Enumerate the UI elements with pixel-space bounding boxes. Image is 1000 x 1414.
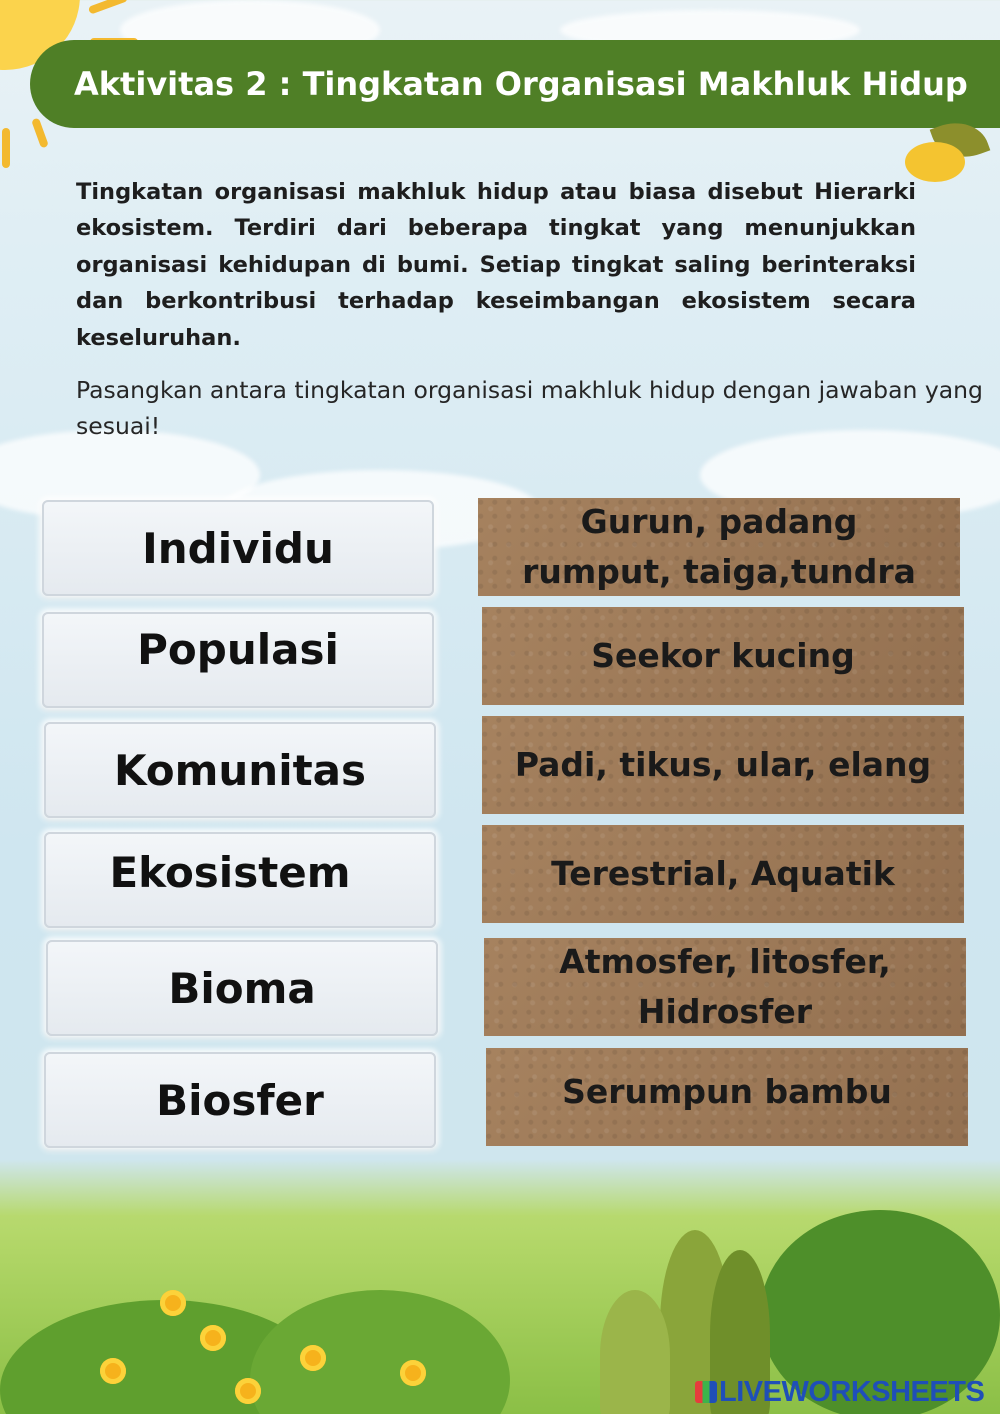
level-card-individu[interactable] <box>42 500 434 596</box>
level-label: Individu <box>142 523 334 573</box>
answer-label: Gurun, padang rumput, taiga,tundra <box>522 502 916 591</box>
answer-label: Serumpun bambu <box>562 1072 892 1111</box>
title-banner <box>30 40 1000 128</box>
answer-label: Terestrial, Aquatik <box>551 854 895 893</box>
answer-label: Atmosfer, litosfer, Hidrosfer <box>559 942 891 1031</box>
liveworksheets-logo <box>695 1376 984 1409</box>
flower-icon <box>300 1345 326 1371</box>
level-label: Biosfer <box>156 1075 324 1125</box>
level-card-komunitas[interactable] <box>44 722 436 818</box>
level-card-populasi[interactable] <box>42 612 434 708</box>
instruction-text: Pasangkan antara tingkatan organisasi makhluk hidup dengan jawaban yang sesuai! <box>76 376 983 440</box>
level-label: Ekosistem <box>109 847 351 897</box>
leaf <box>600 1290 670 1414</box>
intro-paragraph: Tingkatan organisasi makhluk hidup atau biasa disebut Hierarki ekosistem. Terdiri dari beberapa tingkat yang menunjukkan organisasi kehidupan di bumi. Setiap tingkat saling berinteraksi dan berkontribusi terhadap keseimbangan ekosistem secara keseluruhan. <box>76 179 916 351</box>
level-label: Komunitas <box>113 745 367 795</box>
flower-icon <box>235 1378 261 1404</box>
sun-ray <box>31 118 49 149</box>
flower-icon <box>400 1360 426 1386</box>
sun-ray <box>2 128 10 168</box>
liveworksheets-icon <box>695 1381 717 1403</box>
flower-icon <box>200 1325 226 1351</box>
flower-icon <box>160 1290 186 1316</box>
answer-card[interactable] <box>482 716 964 814</box>
answer-card[interactable] <box>482 607 964 705</box>
sun-ray <box>88 0 128 15</box>
answer-card[interactable] <box>486 1048 968 1146</box>
answer-card[interactable] <box>478 498 960 596</box>
flower-icon <box>100 1358 126 1384</box>
level-label: Populasi <box>137 624 339 674</box>
watermark-text: LIVEWORKSHEETS <box>719 1376 985 1408</box>
answer-label: Seekor kucing <box>591 636 855 675</box>
level-card-biosfer[interactable] <box>44 1052 436 1148</box>
answer-label: Padi, tikus, ular, elang <box>514 745 932 784</box>
answer-card[interactable] <box>484 938 966 1036</box>
page-title: Aktivitas 2 : Tingkatan Organisasi Makhluk Hidup <box>74 65 968 103</box>
level-card-ekosistem[interactable] <box>44 832 436 928</box>
level-card-bioma[interactable] <box>46 940 438 1036</box>
answer-card[interactable] <box>482 825 964 923</box>
level-label: Bioma <box>168 963 316 1013</box>
